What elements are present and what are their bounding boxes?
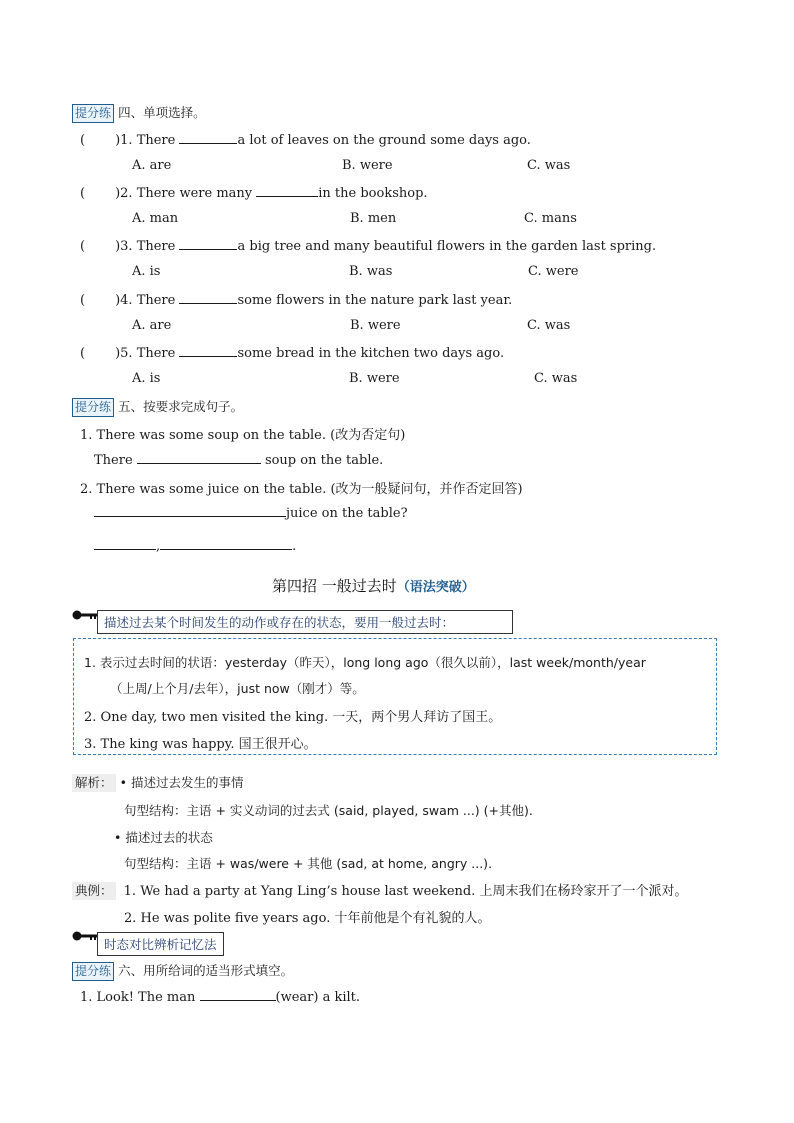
question-3 [80,237,656,254]
answer-end-text: soup on the table. [264,453,384,468]
question-text: some flowers in the nature park last year. [237,293,513,308]
option-c[interactable]: C. was [527,158,571,173]
fill-blank[interactable] [179,344,237,357]
question-text: in the bookshop. [318,186,428,201]
key-icon [72,608,98,622]
practice-tag: 提分练 [72,398,114,417]
section6-header [72,961,293,981]
rewrite-answer-2 [94,504,408,521]
answer-paren-close: ) [115,293,121,308]
answer-paren-close: ) [115,346,121,361]
question-stem: 2. There were many [120,186,253,201]
rule-line-1b: （上周/上个月/去年），just now（刚才）等。 [110,681,365,696]
rewrite-question-1: 1. There was some soup on the table. (改为否定句) [80,428,406,443]
question-text: some bread in the kitchen two days ago. [237,346,505,361]
answer-paren-close: ) [115,186,121,201]
practice-tag: 提分练 [72,104,114,123]
structure-1: 句型结构：主语 + 实义动词的过去式 (said, played, swam ...) (+其他). [124,803,533,818]
question-5 [80,344,504,361]
option-a[interactable]: A. is [132,264,161,279]
option-a[interactable]: A. are [132,158,172,173]
question-text: (wear) a kilt. [275,990,361,1005]
rule-line-3: 3. The king was happy. 国王很开心。 [84,737,317,752]
answer-start-text: There [94,453,133,468]
rule-line-1: 1. 表示过去时间的状语：yesterday（昨天），long long ago（很久以前），last week/month/year [84,655,646,670]
answer-paren-open[interactable]: ( [80,133,86,148]
question-stem: 1. Look! The man [80,990,196,1005]
example-1: 1. We had a party at Yang Ling’s house last weekend. 上周末我们在杨玲家开了一个派对。 [123,884,688,899]
answer-end-text: juice on the table? [286,506,408,521]
section-heading: 四、单项选择。 [118,105,206,120]
answer-paren-close: ) [115,239,121,254]
answer-paren-open[interactable]: ( [80,346,86,361]
rule-line-2: 2. One day, two men visited the king. 一天，两个男人拜访了国王。 [84,710,502,725]
bullet-2: • 描述过去的状态 [114,830,213,845]
option-b[interactable]: B. were [350,318,401,333]
fill-blank[interactable] [137,451,261,464]
answer-paren-close: ) [115,133,121,148]
option-b[interactable]: B. were [342,158,393,173]
option-b[interactable]: B. men [350,211,397,226]
answer-paren-open[interactable]: ( [80,186,86,201]
key-point-box: 描述过去某个时间发生的动作或存在的状态，要用一般过去时： [97,610,513,634]
answer-paren-open[interactable]: ( [80,239,86,254]
analysis-tag: 解析： [72,774,116,792]
rewrite-answer-2b [94,537,296,554]
practice-tag: 提分练 [72,962,114,981]
fill-blank[interactable] [94,537,156,550]
fill-blank[interactable] [200,988,276,1001]
question-text: a big tree and many beautiful flowers in the garden last spring. [237,239,657,254]
structure-2: 句型结构：主语 + was/were + 其他 (sad, at home, angry ...). [124,856,493,871]
option-c[interactable]: C. were [528,264,579,279]
option-c[interactable]: C. mans [524,211,577,226]
fill-blank[interactable] [179,291,237,304]
option-a[interactable]: A. are [132,318,172,333]
lesson-title [272,575,475,596]
key-icon [72,929,98,943]
rewrite-question-2: 2. There was some juice on the table. (改为一般疑问句，并作否定回答) [80,482,523,497]
question-4 [80,291,512,308]
example-tag: 典例： [72,882,116,900]
question-2 [80,184,428,201]
fill-question-1 [80,988,360,1005]
option-b[interactable]: B. was [349,264,393,279]
question-stem: 4. There [120,293,176,308]
memory-method-box: 时态对比辨析记忆法 [97,932,224,956]
example-2: 2. He was polite five years ago. 十年前他是个有礼貌的人。 [124,911,491,926]
question-stem: 3. There [120,239,176,254]
period-text: . [292,539,297,554]
option-c[interactable]: C. was [527,318,571,333]
rewrite-answer-1 [94,451,383,468]
question-stem: 5. There [120,346,176,361]
fill-blank[interactable] [94,504,286,517]
question-stem: 1. There [120,133,176,148]
fill-blank[interactable] [179,131,237,144]
section5-header [72,397,243,417]
section4-header [72,103,206,123]
question-text: a lot of leaves on the ground some days ago. [237,133,531,148]
option-c[interactable]: C. was [534,371,578,386]
title-subtitle: （语法突破） [396,580,475,595]
section-heading: 六、用所给词的适当形式填空。 [118,963,294,978]
title-text: 第四招 一般过去时 [272,577,397,595]
bullet-1: • 描述过去发生的事情 [119,775,244,790]
fill-blank[interactable] [179,237,237,250]
analysis-header [72,773,244,792]
option-a[interactable]: A. man [132,211,179,226]
fill-blank[interactable] [256,184,318,197]
comma-text: , [156,539,161,554]
fill-blank[interactable] [160,537,292,550]
option-a[interactable]: A. is [132,371,161,386]
question-1 [80,131,531,148]
example-header [72,880,688,900]
answer-paren-open[interactable]: ( [80,293,86,308]
option-b[interactable]: B. were [349,371,400,386]
section-heading: 五、按要求完成句子。 [118,399,244,414]
